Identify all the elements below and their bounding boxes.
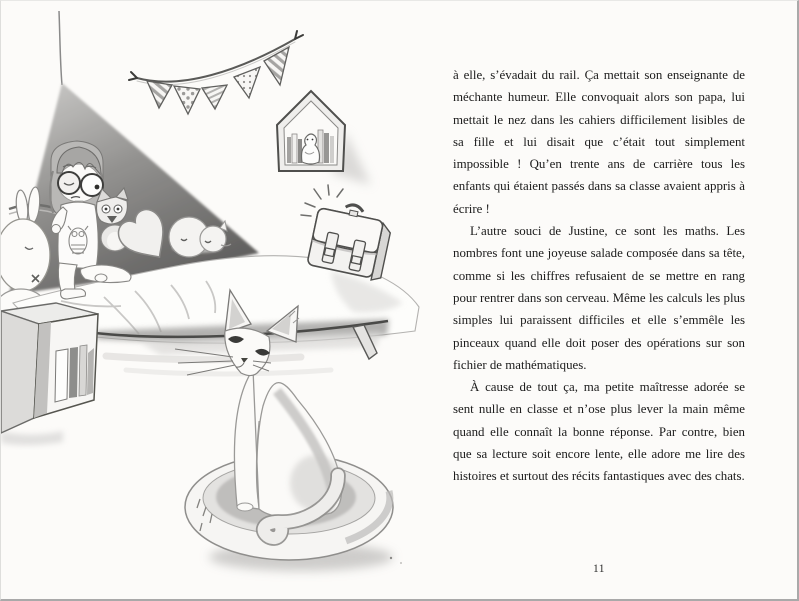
- girl-hand: [52, 225, 61, 234]
- bunting-garland: [129, 31, 303, 114]
- girl-glasses-left-lens: [58, 172, 80, 194]
- garland-tie-right: [295, 31, 303, 39]
- house-shelf: [277, 91, 371, 185]
- girl-pupil: [95, 185, 100, 190]
- illustration-page: [1, 1, 431, 601]
- pencil-speck: [400, 562, 402, 564]
- girl-foot-2: [95, 274, 107, 282]
- cube-bookshelf: [1, 303, 98, 445]
- pennant-striped-2: [202, 85, 227, 109]
- bunny-head: [1, 219, 50, 291]
- pencil-speck: [390, 557, 392, 559]
- garland-tie-left: [129, 72, 137, 80]
- paragraph: À cause de tout ça, ma petite maîtresse adorée se sent nulle en classe et n’ose plus lever la main même quand elle connaît la bonne réponse. Par contre, bien que sa lecture soit encore lente, elle adore me lire des histoires et surtout des récits fantastiques avec des chats.: [453, 380, 745, 484]
- paragraph: à elle, s’évadait du rail. Ça mettait son enseignante de méchante humeur. Elle convoquait alors son papa, lui mettait le nez dans les cahiers difficilement lisibles de sa fille et lui disait que c’était tout simplement impossible ! Qu’en trente ans de carrière tous les enfants qui étaient passés dans sa classe avaient appris à écrire !: [453, 68, 745, 216]
- pennant-striped-1: [147, 81, 172, 108]
- shelf-books: [55, 345, 94, 402]
- pennant-dotted-1: [174, 86, 200, 114]
- floor-shading: [106, 356, 331, 374]
- pennant-dotted-2: [234, 67, 260, 98]
- page-number: 11: [592, 563, 606, 575]
- girl-glasses-right-lens: [81, 174, 103, 196]
- paragraph: L’autre souci de Justine, ce sont les maths. Les nombres font une joyeuse salade composée dans sa tête, comme si les chiffres refusaient de se mettre en rang pour rentrer dans son cerveau. Même les calculs les plus simples lui paraissent difficiles et elle s’emmêle les pinceaux quand elle doit poser des opérations sur son fichier de mathématiques.: [453, 224, 745, 372]
- girl-leg: [58, 263, 77, 291]
- cat-paw: [237, 503, 253, 511]
- satchel-handle: [345, 203, 364, 211]
- text-page: [453, 64, 745, 488]
